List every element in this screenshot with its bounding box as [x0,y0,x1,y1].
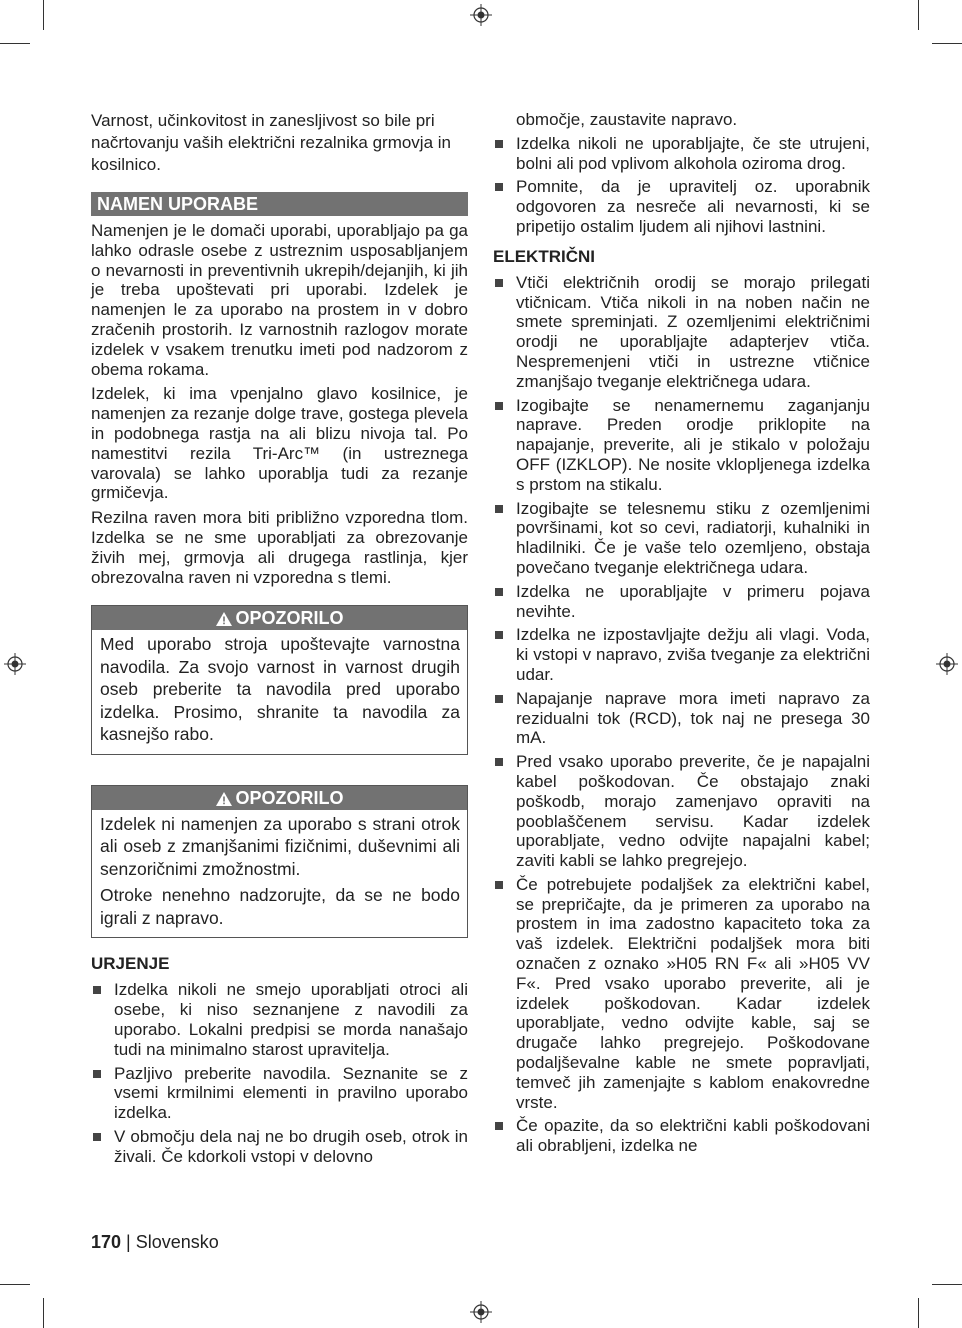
page-number: 170 [91,1232,122,1252]
registration-mark-icon [470,1301,492,1323]
footer-separator: | [121,1232,136,1252]
bullet-square-icon [495,695,503,703]
namen-paragraph-2: Izdelek, ki ima vpenjalno glavo kosilnice, je namenjen za rezanje dolge trave, gostega plevela in podobnega rastja na ali blizu nivoja tal. Po namestitvi rezila Tri-Arc™ (in ustreznega varovala) se lahko uporablja tudi za rezanje grmičevja. [91,384,468,503]
registration-mark-icon [470,4,492,26]
bullet-square-icon [495,140,503,148]
bullet-square-icon [495,402,503,410]
warning-triangle-icon [216,792,232,806]
footer-language: Slovensko [135,1232,219,1252]
crop-mark [43,0,44,30]
urjenje-list [91,980,468,1166]
list-item: Če opazite, da so električni kabli poškodovani ali obrabljeni, izdelka ne [493,1116,870,1156]
bullet-square-icon [495,881,503,889]
warning-header [92,786,467,810]
namen-paragraph-1: Namenjen je le domači uporabi, uporabljajo pa ga lahko odrasle osebe z ustreznim usposabljanjem o nevarnosti in preventivnih ukrepih/dejanjih, ki jih je treba upoštevati pri uporabi. Izdelek je namenjen le za uporabo na prostem in v dobro zračenih prostorih. Iz varnostnih razlogov morate izdelek v vsakem trenutku imeti pod nadzorom z obema rokama. [91,221,468,379]
list-item: Izogibajte se telesnemu stiku z ozemljenimi površinami, kot so cevi, radiatorji, kuhalniki in hladilniki. Če je vaše telo ozemljeno, obstaja povečano tveganje električnega udara. [493,499,870,578]
section-title-elektricni: ELEKTRIČNI [493,246,595,266]
crop-mark [918,0,919,30]
list-item: V območju dela naj ne bo drugih oseb, otrok in živali. Če kdorkoli vstopi v delovno [91,1127,468,1167]
warning-title: OPOZORILO [235,608,344,629]
safety-list [493,134,870,237]
list-item: Če potrebujete podaljšek za električni kabel, se prepričajte, da je primeren za uporabo na prostem in ima zadostno kapaciteto toka za vaš izdelek. Električni podaljšek mora biti označen z oznako »H05 RN F« ali »H05 VV F«. Pred vsako uporabo preverite, ali je izdelek poškodovan. Kadar izdelek uporabljate, vedno odvijte kable, saj se drugače lahko pregrejejo. Poškodovane podaljševalne kable ne smete popravljati, temveč jih zamenjajte s kablom enakovredne vrste. [493,875,870,1113]
list-item: Pomnite, da je upravitelj oz. uporabnik odgovoren za nesreče ali nevarnosti, ki se pripetijo ostalim ljudem ali njihovi lastnini. [493,177,870,236]
bullet-square-icon [93,1070,101,1078]
warning-body [92,810,467,938]
bullet-square-icon [495,588,503,596]
list-item: Izdelka ne izpostavljajte dežju ali vlagi. Voda, ki vstopi v napravo, zviša tveganje za električni udar. [493,625,870,684]
page-footer [91,1231,219,1253]
list-item: Pred vsako uporabo preverite, če je napajalni kabel poškodovan. Če obstajajo znaki poškodb, morajo zamenjavo opraviti na pooblaščenem servisu. Kadar izdelek uporabljate, vedno odvijte napajalni kabel; zaviti kabli se lahko pregrejejo. [493,752,870,871]
warning-box-2 [91,785,468,939]
intro-paragraph: Varnost, učinkovitost in zanesljivost so bile pri načrtovanju vaših električni rezalnika grmovja in kosilnico. [91,111,451,174]
warning-text: Med uporabo stroja upoštevajte varnostna navodila. Za svojo varnost in varnost drugih oseb preberite ta navodila pred uporabo izdelka. Prosimo, shranite ta navodila za kasnejšo rabo. [100,634,460,745]
crop-mark [918,1298,919,1328]
bullet-square-icon [495,758,503,766]
section-title-urjenje: URJENJE [91,954,170,974]
warning-body [92,630,467,754]
warning-triangle-icon [216,612,232,626]
warning-header [92,606,467,630]
bullet-square-icon [495,631,503,639]
warning-box-1 [91,605,468,755]
list-item: Izdelka ne uporabljajte v primeru pojava nevihte. [493,582,870,622]
bullet-square-icon [93,1133,101,1141]
list-item: Izogibajte se nenamernemu zaganjanju naprave. Preden orodje priklopite na napajanje, preverite, ali je stikalo v položaju OFF (IZKLOP). Ne nosite vklopljenega izdelka s prstom na stikalu. [493,396,870,495]
bullet-square-icon [495,505,503,513]
elektricni-list [493,273,870,1156]
crop-mark [0,1284,30,1285]
crop-mark [932,1284,962,1285]
crop-mark [932,43,962,44]
warning-text: Izdelek ni namenjen za uporabo s strani otrok ali oseb z zmanjšanimi fizičnimi, duševnimi ali senzoričnimi zmožnostmi. [100,813,460,879]
namen-paragraph-3: Rezilna raven mora biti približno vzporedna tlom. Izdelka se ne sme uporabljati za obrezovanje živih mej, grmovja ali drugega rastlinja, kjer obrezovalna raven ni vzporedna s tlemi. [91,508,468,587]
crop-mark [0,43,30,44]
crop-mark [43,1298,44,1328]
list-item: Izdelka nikoli ne smejo uporabljati otroci ali osebe, ki niso seznanjene z navodili za uporabo. Lokalni predpisi se morda nanašajo tudi na minimalno starost upravitelja. [91,980,468,1059]
list-item: Napajanje naprave mora imeti napravo za rezidualni tok (RCD), tok naj ne presega 30 mA. [493,689,870,748]
list-item: Izdelka nikoli ne uporabljajte, če ste utrujeni, bolni ali pod vplivom alkohola oziroma drog. [493,134,870,174]
left-column [91,110,468,1171]
section-header-namen-uporabe: NAMEN UPORABE [91,192,468,216]
continued-text: območje, zaustavite napravo. [516,110,738,129]
bullet-square-icon [495,1122,503,1130]
list-item: Vtiči električnih orodij se morajo prilegati vtičnicam. Vtiča nikoli in na noben način ne smete spreminjati. Z ozemljenimi električnimi orodji ne uporabljajte adapterjev vtiča. Nespremenjeni vtiči in ustrezne vtičnice zmanjšajo tveganje električnega udara. [493,273,870,392]
registration-mark-icon [936,653,958,675]
bullet-square-icon [495,279,503,287]
warning-text: Otroke nenehno nadzorujte, da se ne bodo igrali z napravo. [100,885,460,928]
bullet-square-icon [93,986,101,994]
list-item: Pazljivo preberite navodila. Seznanite se z vsemi krmilnimi elementi in pravilno uporabo izdelka. [91,1064,468,1123]
bullet-square-icon [495,183,503,191]
warning-title: OPOZORILO [235,787,344,808]
registration-mark-icon [4,653,26,675]
right-column [493,110,870,1160]
